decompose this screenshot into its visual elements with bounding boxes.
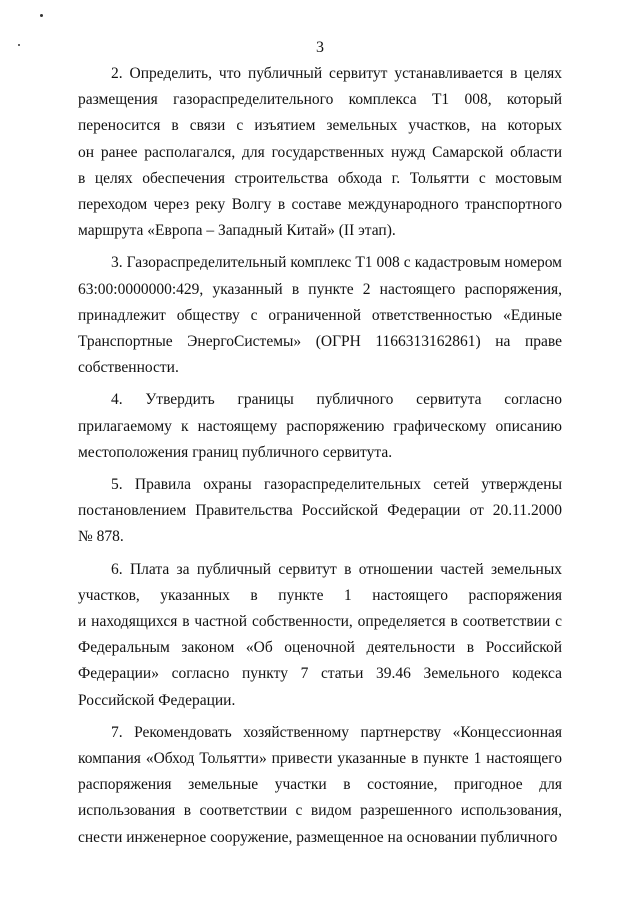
text-line: Транспортные ЭнергоСистемы» (ОГРН 1166313162861) на праве [78,333,562,351]
paragraph [78,387,562,466]
text-line: принадлежит обществу с ограниченной ответственностью «Единые [78,306,562,324]
text-line: 5. Правила охраны газораспределительных сетей утверждены [111,476,562,494]
text-line: компания «Обход Тольятти» привести указанные в пункте 1 настоящего [78,750,562,768]
text-line: местоположения границ публичного сервитута. [78,443,393,461]
paragraph [78,61,562,244]
text-line: Федеральным законом «Об оценочной деятельности в Российской [78,639,562,657]
text-line: участков, указанных в пункте 1 настоящего распоряжения [78,586,562,604]
text-line: Российской Федерации. [78,691,236,709]
text-line: 3. Газораспределительный комплекс Т1 008 с кадастровым номером [111,254,562,272]
text-line: прилагаемому к настоящему распоряжению графическому описанию [78,417,562,435]
text-line: собственности. [78,359,179,377]
document-body [78,61,562,857]
text-line: переходом через реку Волгу в составе международного транспортного [78,196,562,214]
paragraph [78,557,562,714]
text-line: в целях обеспечения строительства обхода г. Тольятти с мостовым [78,169,562,187]
text-line: распоряжения земельные участки в состояние, пригодное для [78,776,562,794]
text-line: переносится в связи с изъятием земельных участков, на которых [78,117,562,135]
paragraph [78,720,562,851]
text-line: 6. Плата за публичный сервитут в отношении частей земельных [111,560,562,578]
paragraph [78,250,562,381]
text-line: постановлением Правительства Российской Федерации от 20.11.2000 [78,502,562,520]
text-line: и находящихся в частной собственности, определяется в соответствии с [78,613,562,631]
text-line: 2. Определить, что публичный сервитут устанавливается в целях [111,65,562,82]
text-line: он ранее располагался, для государственных нужд Самарской области [78,143,562,161]
text-line: 7. Рекомендовать хозяйственному партнерству «Концессионная [111,723,562,741]
page-number: 3 [316,39,324,56]
text-line: № 878. [78,528,124,546]
paragraph [78,472,562,551]
text-line: маршрута «Европа – Западный Китай» (II этап). [78,222,396,240]
text-line: 63:00:0000000:429, указанный в пункте 2 настоящего распоряжения, [78,280,562,298]
text-line: размещения газораспределительного комплекса Т1 008, который [78,91,562,109]
text-line: использования в соответствии с видом разрешенного использования, [78,802,562,820]
text-line: 4. Утвердить границы публичного сервитута согласно [111,391,562,409]
text-line: Федерации» согласно пункту 7 статьи 39.46 Земельного кодекса [78,665,562,683]
scan-artifact [40,14,43,17]
text-line: снести инженерное сооружение, размещенное на основании публичного [78,828,558,846]
